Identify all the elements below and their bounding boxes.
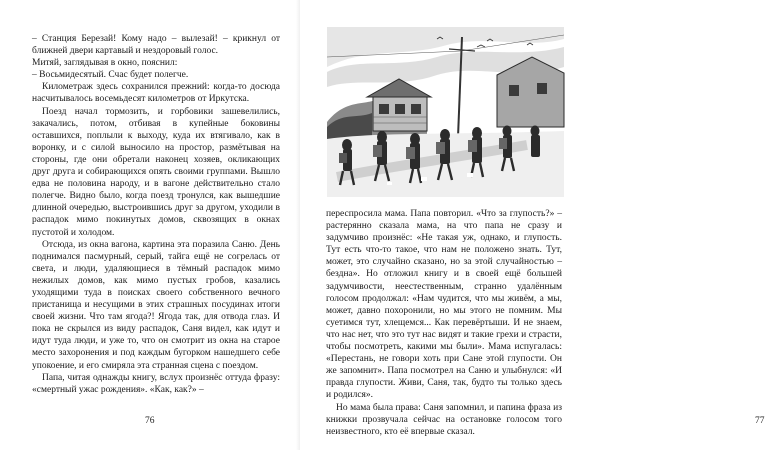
paragraph: – Станция Березай! Кому надо – вылезай! – крикнул от ближней двери картавый и нездоровый голос. [32,34,280,57]
paragraph: Но мама была права: Саня запомнил, и папина фраза из книжки прозвучала сейчас на остановке голосом того неизвестного, кто её впервые сказал. [326,402,562,437]
paragraph: Километраж здесь сохранился прежний: когда-то досюда насчитывалось восемьдесят километров от Иркутска. [32,82,280,105]
illustration-people-walking-village [327,27,564,197]
paragraph: Поезд начал тормозить, и горбовики зашевелились, закачались, потом, отбивая в купейные боковины оставшихся, поплыли к выходу, куда их втягивало, как в воронку, и с силой выносило на простор, размётывая на стороны, где они обретали наконец хозяев, окликающих друг друга и собирающихся опять своими группами. Вышло едва не половина народу, и в вагоне действительно стало полегче. Видно было, когда поезд тронулся, как вышедшие длинной очередью, выстроившись друг за другом, уходили в распадок мимо покинутых домов, сквозящих в окнах пустотой и холодом. [32,106,280,238]
page-number: 77 [755,416,765,426]
paragraph: переспросила мама. Папа повторил. «Что за глупость?» – растерянно сказала мама, на что папа не сразу и задумчиво произнёс: «Не такая уж, однако, и глупость. Тут есть что-то такое, что нам не положено знать. Тут, может, это случайно сказано, но за этой случайностью – бездна». Но отложил книгу и в своей ещё большей задумчивости, неестественным, странно удалённым голосом продолжал: «Нам чудится, что мы живём, а мы, может, давно похоронили, но мы этого не помним. Мы суетимся тут, хлещемся... Как перевёртыши. И не знаем, что нас нет, что это тут нас видят и такие грехи и страсти, чтобы посмотреть, какими мы были». Мама испугалась: «Перестань, не говори хоть при Сане этой глупости. Он же запомнит». Папа посмотрел на Саню и улыбнулся: «И правда глупости. Живи, Саня, так, будто ты только здесь и родился». [326,209,562,401]
paragraph: – Восьмидесятый. Счас будет полегче. [32,70,189,81]
page-number: 76 [145,416,155,426]
left-page [0,0,300,450]
right-page-text [326,208,562,438]
paragraph: Митяй, заглядывая в окно, пояснил: [32,58,178,69]
paragraph: Отсюда, из окна вагона, картина эта поразила Саню. День поднимался пасмурный, серый, тайга ещё не согрелась от света, и люди, удаляющиеся в тёмный распадок мимо нежилых домов, как мимо пустых гробов, казались уходящими туда в поисках своего собственного вечного пристанища и несущими в этих страшных посудинах итоги своей жизни. Что там ягода?! Ягода так, для отвода глаз. И пока не скрылся из виду распадок, Саня видел, как идут и идут туда люди, и уже то, что он смотрит из окна на старое место захоронения и под каждым бугорком нашедшего себе упокоение, и его смиряла эта странная сцена с поездом. [32,239,280,371]
left-page-text [32,33,280,396]
paragraph: Папа, читая однажды книгу, вслух произнёс оттуда фразу: «смертный ужас рождения». «Как, как?» – [32,372,280,395]
